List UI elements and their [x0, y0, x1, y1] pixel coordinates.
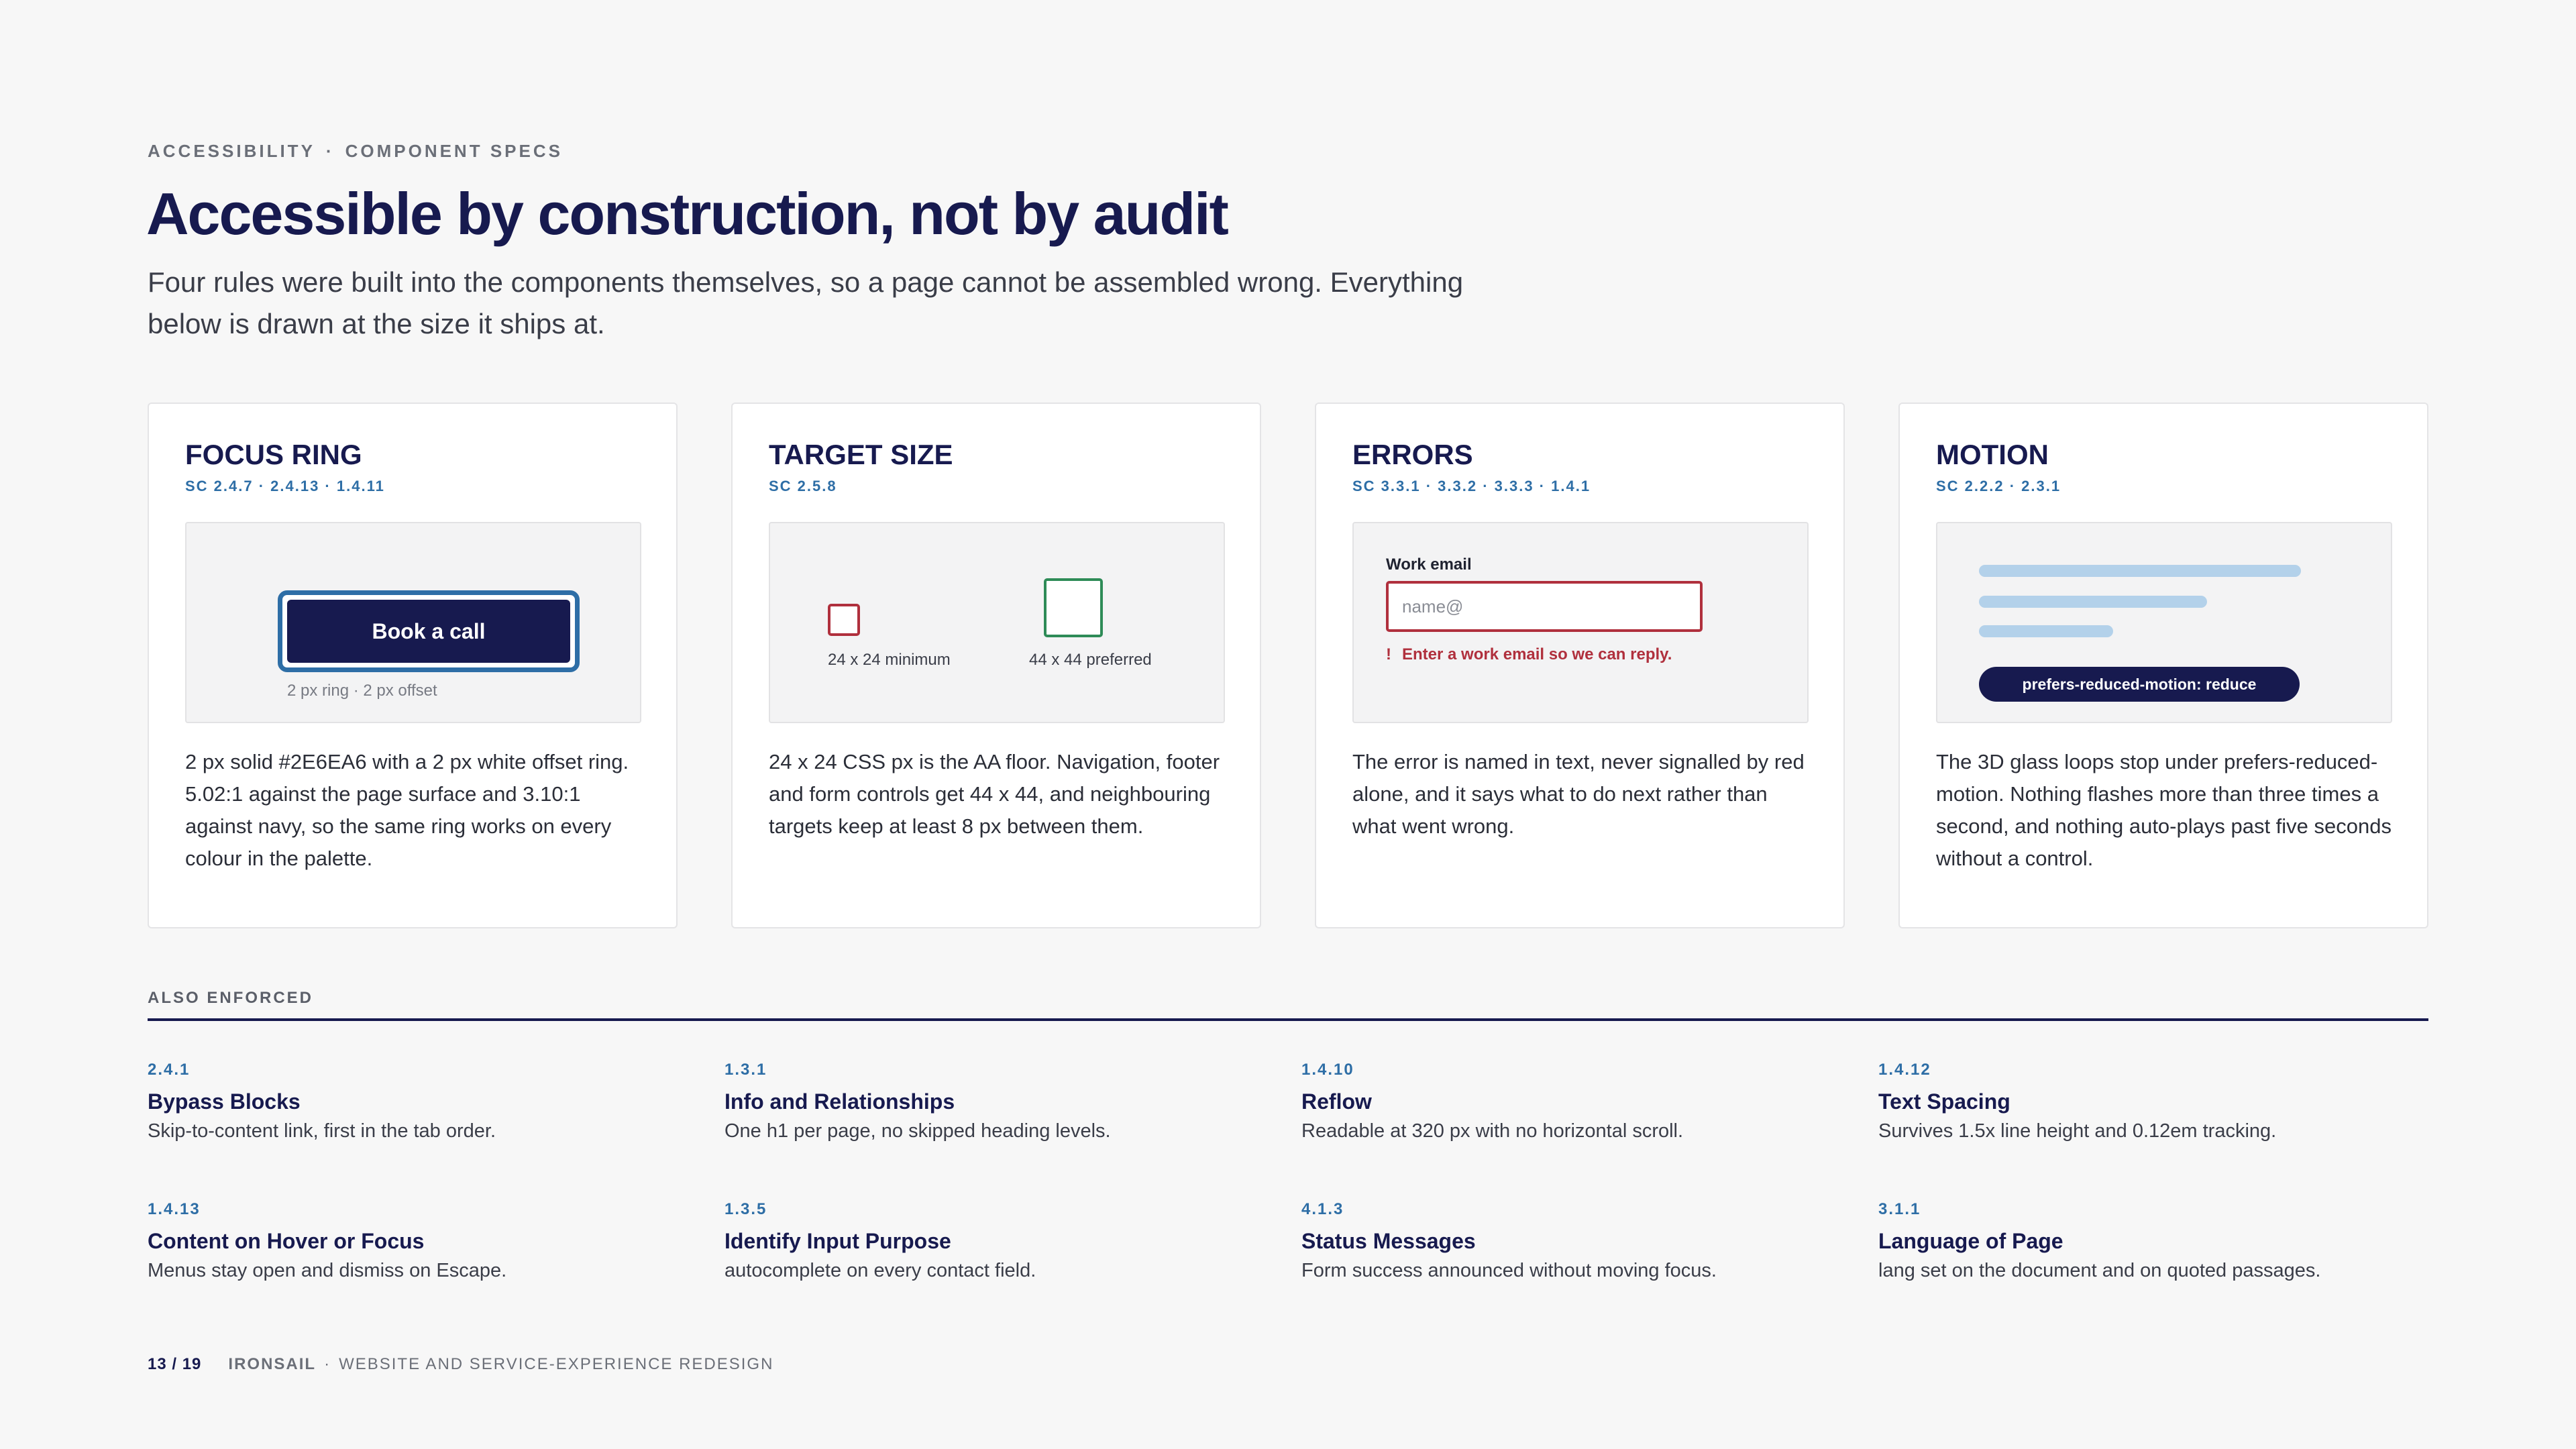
criterion-number: 1.4.10 — [1301, 1061, 1354, 1079]
card-title: TARGET SIZE — [769, 439, 953, 470]
criterion-number: 1.3.5 — [724, 1200, 767, 1218]
card-criteria: SC 2.4.7 · 2.4.13 · 1.4.11 — [185, 478, 385, 494]
skeleton-line — [1979, 596, 2207, 608]
card-title: MOTION — [1936, 439, 2049, 470]
error-text: Enter a work email so we can reply. — [1402, 645, 1672, 663]
motion-demo — [1936, 522, 2392, 723]
spec-cards — [148, 402, 2428, 928]
card-body: 2 px solid #2E6EA6 with a 2 px white offset ring. 5.02:1 against the page surface and 3.10:1 against navy, so the same ring works on every colour in the palette. — [185, 750, 629, 870]
skeleton-line — [1979, 565, 2301, 577]
page-subtitle: Four rules were built into the components themselves, so a page cannot be assembled wrong. Everything below is drawn at the size it ships at. — [148, 266, 1464, 339]
footer-separator: · — [324, 1355, 331, 1373]
also-enforced-heading: ALSO ENFORCED — [148, 989, 314, 1007]
criterion-name: Info and Relationships — [724, 1089, 955, 1114]
criterion-number: 1.4.12 — [1878, 1061, 1931, 1079]
criterion-item — [148, 1060, 711, 1144]
criterion-description: lang set on the document and on quoted passages. — [1878, 1260, 2321, 1281]
criterion-description: Skip-to-content link, first in the tab order. — [148, 1120, 496, 1142]
card-body: The 3D glass loops stop under prefers-reduced-motion. Nothing flashes more than three times a second, and nothing auto-plays past five seconds without a control. — [1936, 750, 2392, 870]
divider — [148, 1018, 2428, 1021]
criterion-description: One h1 per page, no skipped heading levels. — [724, 1120, 1111, 1142]
criterion-name: Identify Input Purpose — [724, 1229, 951, 1253]
error-demo — [1352, 522, 1809, 723]
page-number: 13 / 19 — [148, 1355, 202, 1373]
criterion-item — [1301, 1060, 1865, 1144]
card-criteria: SC 3.3.1 · 3.3.2 · 3.3.3 · 1.4.1 — [1352, 478, 1591, 494]
also-enforced-list — [148, 1060, 2428, 1288]
criterion-number: 2.4.1 — [148, 1061, 191, 1079]
card-body: 24 x 24 CSS px is the AA floor. Navigation, footer and form controls get 44 x 44, and neighbouring targets keep at least 8 px between them. — [769, 750, 1220, 838]
reduced-motion-toggle[interactable]: prefers-reduced-motion: reduce — [1979, 667, 2300, 702]
criterion-description: Form success announced without moving focus. — [1301, 1260, 1717, 1281]
error-message — [1386, 645, 1672, 664]
criterion-description: autocomplete on every contact field. — [724, 1260, 1036, 1281]
criterion-name: Language of Page — [1878, 1229, 2063, 1253]
card-title: ERRORS — [1352, 439, 1473, 470]
criterion-name: Bypass Blocks — [148, 1089, 301, 1114]
criterion-name: Status Messages — [1301, 1229, 1476, 1253]
preferred-target-square[interactable] — [1044, 578, 1103, 637]
criterion-number: 4.1.3 — [1301, 1200, 1344, 1218]
criterion-description: Menus stay open and dismiss on Escape. — [148, 1260, 507, 1281]
work-email-label: Work email — [1386, 555, 1472, 574]
criterion-number: 1.3.1 — [724, 1061, 767, 1079]
focus-ring-demo — [185, 522, 641, 723]
criterion-name: Reflow — [1301, 1089, 1372, 1114]
criterion-item — [1878, 1060, 2442, 1144]
card-body: The error is named in text, never signalled by red alone, and it says what to do next rather than what went wrong. — [1352, 750, 1805, 838]
criterion-item — [1878, 1199, 2442, 1284]
card-motion — [1898, 402, 2428, 928]
eyebrow-section: ACCESSIBILITY — [148, 141, 315, 161]
card-errors — [1315, 402, 1845, 928]
error-icon: ! — [1386, 645, 1391, 663]
project-name: IRONSAIL — [228, 1355, 317, 1373]
preferred-target-caption: 44 x 44 preferred — [1029, 651, 1152, 669]
minimum-target-square[interactable] — [828, 604, 860, 636]
eyebrow-topic: COMPONENT SPECS — [345, 141, 563, 161]
card-target-size — [731, 402, 1261, 928]
criterion-item — [724, 1060, 1288, 1144]
card-criteria: SC 2.2.2 · 2.3.1 — [1936, 478, 2061, 494]
card-criteria: SC 2.5.8 — [769, 478, 837, 494]
criterion-number: 1.4.13 — [148, 1200, 201, 1218]
criterion-item — [148, 1199, 711, 1284]
book-a-call-button[interactable]: Book a call — [287, 600, 570, 663]
criterion-name: Text Spacing — [1878, 1089, 2010, 1114]
target-size-demo — [769, 522, 1225, 723]
eyebrow — [148, 141, 563, 162]
criterion-description: Readable at 320 px with no horizontal scroll. — [1301, 1120, 1684, 1142]
criterion-item — [724, 1199, 1288, 1284]
focus-ring-caption: 2 px ring · 2 px offset — [287, 682, 437, 700]
project-subtitle: WEBSITE AND SERVICE-EXPERIENCE REDESIGN — [339, 1355, 774, 1373]
criterion-number: 3.1.1 — [1878, 1200, 1921, 1218]
minimum-target-caption: 24 x 24 minimum — [828, 651, 951, 669]
criterion-name: Content on Hover or Focus — [148, 1229, 425, 1253]
focus-ring-outline — [278, 590, 580, 672]
criterion-item — [1301, 1199, 1865, 1284]
card-focus-ring — [148, 402, 678, 928]
criterion-description: Survives 1.5x line height and 0.12em tracking. — [1878, 1120, 2277, 1142]
eyebrow-separator: · — [325, 141, 335, 161]
footer — [148, 1355, 773, 1374]
skeleton-line — [1979, 625, 2113, 637]
work-email-field[interactable]: name@ — [1386, 581, 1703, 632]
page-title: Accessible by construction, not by audit — [146, 180, 1228, 247]
card-title: FOCUS RING — [185, 439, 362, 470]
